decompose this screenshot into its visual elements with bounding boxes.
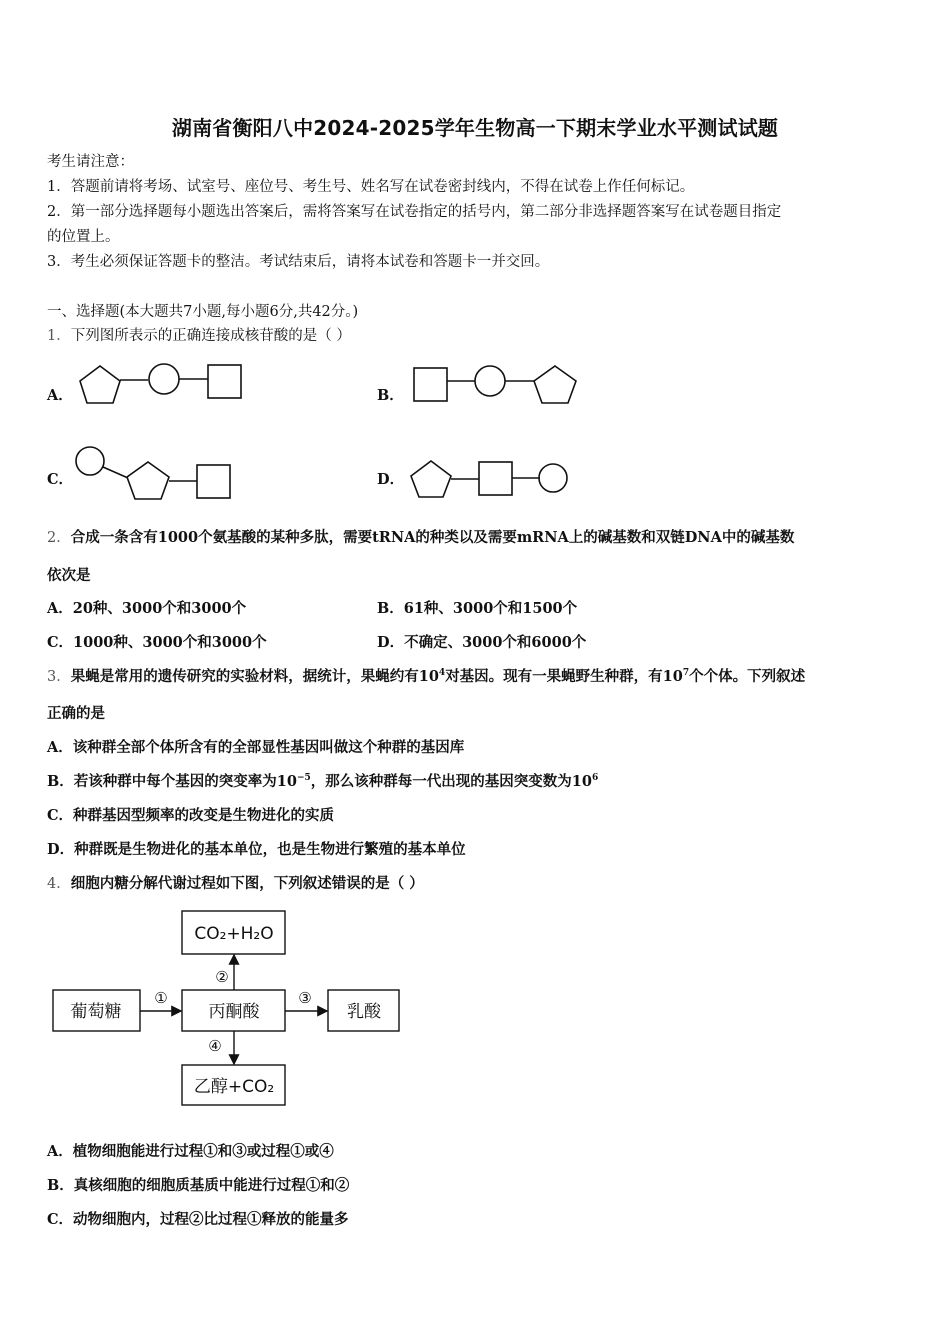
question-stem: 细胞内糖分解代谢过程如下图，下列叙述错误的是（ ） <box>70 875 424 892</box>
q3-option-c: C．种群基因型频率的改变是生物进化的实质 <box>47 807 335 824</box>
question-3-stem-cont: 正确的是 <box>47 705 105 722</box>
question-stem: 合成一条含有1000个氨基酸的某种多肽，需要tRNA的种类以及需要mRNA上的碱基数和双链DNA中的碱基数 <box>70 529 795 546</box>
q4-option-b: B．真核细胞的细胞质基质中能进行过程①和② <box>47 1177 350 1194</box>
label-step4: ④ <box>208 1037 222 1055</box>
question-number: 1． <box>47 328 71 344</box>
q2-option-b: B．61种、3000个和1500个 <box>377 600 578 617</box>
question-2-stem-cont: 依次是 <box>47 567 91 584</box>
notice-item-2: 2．第一部分选择题每小题选出答案后，需将答案写在试卷指定的括号内，第二部分非选择题答案写在试卷题目指定 <box>47 204 782 220</box>
superscript: 6 <box>591 773 599 784</box>
section-heading: 一、选择题(本大题共7小题,每小题6分,共42分。) <box>47 304 359 320</box>
option-text: B．若该种群中每个基因的突变率为10 <box>47 773 297 790</box>
label-step2: ② <box>215 968 229 986</box>
q1-option-d-label: D． <box>377 471 405 488</box>
q3-option-d: D．种群既是生物进化的基本单位，也是生物进行繁殖的基本单位 <box>47 841 466 858</box>
q1-option-c-label: C． <box>47 471 74 488</box>
notice-item-1: 1．答题前请将考场、试室号、座位号、考生号、姓名写在试卷密封线内，不得在试卷上作任何标记。 <box>47 179 695 195</box>
label-lactic-acid: 乳酸 <box>347 1002 381 1022</box>
question-stem-part: 对基因。现有一果蝇野生种群，有10 <box>445 668 683 685</box>
question-stem: 下列图所表示的正确连接成核苷酸的是（ ） <box>70 328 351 344</box>
page-title: 湖南省衡阳八中2024-2025学年生物高一下期末学业水平测试试题 <box>171 116 779 140</box>
question-number: 3． <box>47 669 71 685</box>
superscript: 4 <box>438 668 446 679</box>
superscript: 7 <box>682 668 690 679</box>
q4-option-c: C．动物细胞内，过程②比过程①释放的能量多 <box>47 1211 349 1228</box>
question-stem-part: 果蝇是常用的遗传研究的实验材料，据统计，果蝇约有10 <box>70 668 439 685</box>
question-stem-part: 个个体。下列叙述 <box>689 668 806 685</box>
label-pyruvate: 丙酮酸 <box>208 1002 260 1022</box>
question-number: 4． <box>47 876 71 892</box>
q1-option-a-label: A． <box>47 387 73 404</box>
q1-option-b-label: B． <box>377 387 404 404</box>
label-step1: ① <box>154 989 168 1007</box>
superscript: −5 <box>296 773 311 784</box>
q4-option-a: A．植物细胞能进行过程①和③或过程①或④ <box>47 1143 334 1160</box>
option-text: ，那么该种群每一代出现的基因突变数为10 <box>310 773 592 790</box>
q2-option-c: C．1000种、3000个和3000个 <box>47 634 267 651</box>
label-step3: ③ <box>298 989 312 1007</box>
q2-option-d: D．不确定、3000个和6000个 <box>377 634 587 651</box>
label-glucose: 葡萄糖 <box>70 1002 122 1022</box>
notice-heading: 考生请注意： <box>47 154 134 170</box>
label-co2-h2o: CO₂+H₂O <box>194 924 274 944</box>
notice-item-2-cont: 的位置上。 <box>47 229 120 245</box>
q3-option-a: A．该种群全部个体所含有的全部显性基因叫做这个种群的基因库 <box>47 739 465 756</box>
notice-item-3: 3．考生必须保证答题卡的整洁。考试结束后，请将本试卷和答题卡一并交回。 <box>47 254 550 270</box>
q2-option-a: A．20种、3000个和3000个 <box>47 600 247 617</box>
question-number: 2． <box>47 530 71 546</box>
label-ethanol-co2: 乙醇+CO₂ <box>193 1077 275 1097</box>
